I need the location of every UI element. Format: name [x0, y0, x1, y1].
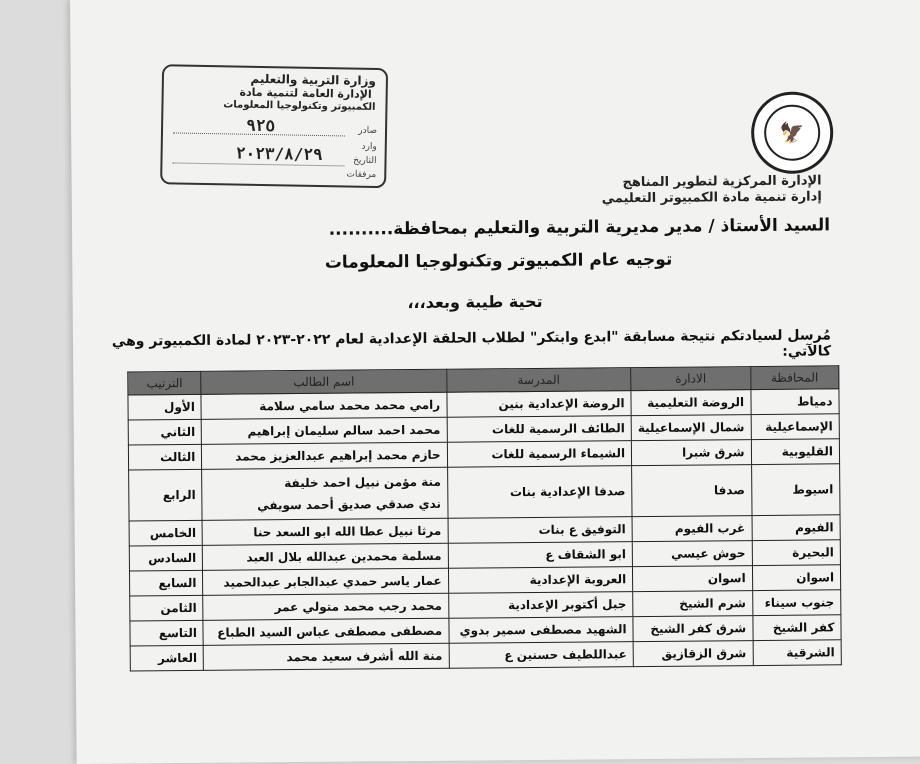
- cell-student-name: [202, 417, 447, 444]
- student-name: حازم محمد إبراهيم عبدالعزيز محمد: [235, 447, 441, 464]
- letter-greeting: تحية طيبة وبعد،،،: [407, 291, 543, 313]
- student-name: مرثا نبيل عطا الله ابو السعد حنا: [253, 523, 442, 540]
- cell-school: الروضة الإعدادية بنين: [447, 391, 632, 418]
- incoming-stamp: [160, 64, 388, 188]
- cell-governorate: البحيرة: [752, 540, 841, 566]
- cell-governorate: جنوب سيناء: [752, 590, 841, 616]
- cell-school: عبداللطيف حسنين ع: [449, 642, 634, 669]
- cell-student-name: [203, 543, 448, 570]
- cell-student-name: [203, 618, 448, 645]
- dept-line-2: إدارة تنمية مادة الكمبيوتر التعليمي: [601, 189, 822, 207]
- cell-governorate: كفر الشيخ: [752, 615, 841, 641]
- student-name: منة مؤمن نبيل احمد خليفة: [284, 474, 441, 491]
- student-name: ندي صدقي صديق أحمد سويفي: [257, 496, 442, 513]
- letter-recipient-2: توجيه عام الكمبيوتر وتكنولوجيا المعلومات: [324, 249, 673, 273]
- col-student-name: اسم الطالب: [201, 369, 446, 394]
- cell-rank: الخامس: [129, 520, 203, 546]
- cell-administration: شرق شبرا: [631, 440, 751, 466]
- cell-rank: العاشر: [130, 645, 204, 671]
- stamp-number-value: ٩٢٥: [246, 115, 276, 136]
- cell-administration: الروضة التعليمية: [631, 390, 751, 416]
- cell-administration: شرق الزقازيق: [633, 641, 753, 667]
- student-name: رامي محمد محمد سامي سلامة: [259, 397, 441, 414]
- student-name: مصطفى مصطفى عباس السيد الطباع: [217, 623, 443, 640]
- cell-student-name: [202, 442, 447, 469]
- stamp-inbox-label: وارد: [361, 141, 377, 153]
- cell-rank: السابع: [129, 570, 203, 596]
- cell-student-name: [203, 593, 448, 620]
- cell-school: التوفيق ع بنات: [448, 517, 633, 544]
- cell-administration: شرق كفر الشيخ: [633, 616, 753, 642]
- stamp-attachments-label: مرفقات: [346, 169, 377, 181]
- cell-student-name: [204, 643, 449, 670]
- cell-rank: التاسع: [130, 620, 204, 646]
- cell-student-name: [202, 518, 447, 545]
- cell-rank: السادس: [129, 545, 203, 571]
- cell-rank: الثالث: [128, 444, 202, 470]
- cell-school: الطائف الرسمية للغات: [447, 416, 632, 443]
- stamp-subject: الكمبيوتر وتكنولوجيا المعلومات: [223, 99, 376, 113]
- stamp-number-label: صادر: [358, 125, 378, 137]
- col-rank: الترتيب: [128, 371, 202, 395]
- cell-school: صدفا الإعدادية بنات: [447, 466, 632, 519]
- student-name: عمار ياسر حمدي عبدالجابر عبدالحميد: [223, 573, 442, 590]
- table-row: [130, 640, 841, 671]
- stamp-ministry: وزارة التربية والتعليم: [250, 71, 377, 88]
- student-name: منة الله أشرف سعيد محمد: [286, 648, 443, 665]
- eagle-emblem-icon: 🦅: [764, 104, 820, 160]
- cell-student-name: [202, 467, 448, 520]
- stamp-date-value: ٢٠٢٣/٨/٢٩: [235, 143, 323, 165]
- cell-governorate: الشرقية: [753, 640, 842, 666]
- table-row: [129, 464, 840, 521]
- results-table: [127, 365, 842, 671]
- cell-governorate: الإسماعيلية: [751, 414, 840, 440]
- col-school: المدرسة: [446, 368, 631, 393]
- ministry-logo: [751, 91, 834, 174]
- cell-school: العروبة الإعدادية: [448, 567, 633, 594]
- student-name: محمد رجب محمد متولي عمر: [274, 598, 442, 615]
- cell-school: جبل أكتوبر الإعدادية: [448, 592, 633, 619]
- cell-rank: الثامن: [130, 595, 204, 621]
- cell-administration: شمال الإسماعيلية: [631, 415, 751, 441]
- letter-recipient: السيد الأستاذ / مدير مديرية التربية والتعليم بمحافظة..........: [328, 215, 831, 240]
- stamp-date-label: التاريخ: [353, 155, 377, 167]
- dept-line-1: الإدارة المركزية لتطوير المناهج: [622, 173, 822, 191]
- cell-governorate: الفيوم: [752, 515, 841, 541]
- document-page: [70, 0, 920, 764]
- stamp-admin: الإدارة العامة لتنمية مادة: [239, 85, 372, 101]
- col-governorate: المحافظة: [750, 366, 839, 390]
- cell-rank: الثاني: [128, 419, 202, 445]
- cell-administration: غرب الفيوم: [632, 516, 752, 542]
- cell-governorate: دمياط: [751, 389, 840, 415]
- cell-governorate: القليوبية: [751, 439, 840, 465]
- cell-administration: صدفا: [632, 465, 752, 517]
- student-name: مسلمة محمدين عبدالله بلال العبد: [246, 548, 442, 565]
- cell-administration: اسوان: [633, 566, 753, 592]
- cell-school: الشهيد مصطفى سمير بدوي: [449, 617, 634, 644]
- cell-student-name: [203, 568, 448, 595]
- cell-governorate: اسوان: [752, 565, 841, 591]
- cell-administration: حوش عيسي: [632, 541, 752, 567]
- cell-school: ابو الشقاف ع: [448, 542, 633, 569]
- cell-rank: الرابع: [129, 469, 203, 521]
- cell-school: الشيماء الرسمية للغات: [447, 441, 632, 468]
- cell-student-name: [201, 392, 446, 419]
- col-administration: الادارة: [631, 367, 751, 391]
- cell-administration: شرم الشيخ: [633, 591, 753, 617]
- student-name: محمد احمد سالم سليمان إبراهيم: [247, 422, 441, 439]
- letter-body: مُرسل لسيادتكم نتيجة مسابقة "ابدع وابتكر" لطلاب الحلقة الإعدادية لعام ٢٠٢٢-٢٠٢٣ لمادة الكمبيوتر وهي كالآتي:: [111, 327, 832, 360]
- cell-rank: الأول: [128, 394, 202, 420]
- cell-governorate: اسيوط: [751, 464, 840, 516]
